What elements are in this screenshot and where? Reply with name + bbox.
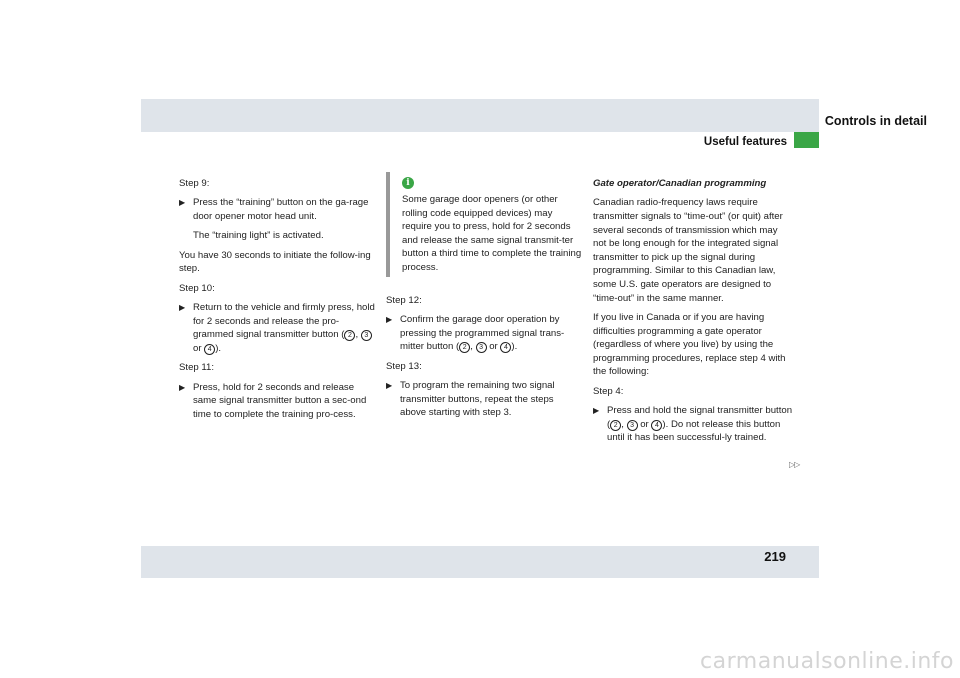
- continue-arrow-icon: ▷▷: [789, 460, 800, 469]
- column-2: [386, 172, 582, 426]
- step-11-instruction: ▶ Press, hold for 2 seconds and release same signal transmitter button a sec-ond time to complete the training pro-cess.: [179, 381, 367, 420]
- footer-band: [141, 546, 819, 578]
- step-12-label: Step 12:: [386, 294, 422, 306]
- watermark: carmanualsonline.info: [700, 649, 954, 674]
- bullet-arrow-icon: ▶: [179, 382, 186, 392]
- section-subtitle: Useful features: [703, 136, 787, 148]
- step-9-note: The “training light” is activated.: [193, 230, 324, 242]
- step-4-instruction: ▶ Press and hold the signal transmitter button ( 2 , 3 or 4 ). Do not release this button until it has been successful-ly trained.: [593, 405, 793, 444]
- step-9-label: Step 9:: [179, 178, 210, 189]
- column-3: [593, 177, 793, 451]
- step-12-instruction: ▶ Confirm the garage door operation by pressing the programmed signal trans-mitter button ( 2 , 3 or 4 ).: [386, 313, 565, 353]
- bullet-arrow-icon: ▶: [593, 406, 600, 416]
- gate-operator-heading: Gate operator/Canadian programming: [593, 178, 767, 189]
- bullet-arrow-icon: ▶: [386, 314, 393, 324]
- step-13-label: Step 13:: [386, 360, 422, 372]
- difficulties-paragraph: If you live in Canada or if you are having difficulties programming a gate operator (regardless of where you live) by using the programming procedures, replace step 4 with the following:: [593, 311, 786, 378]
- button-4-icon: 4: [651, 420, 662, 431]
- bullet-arrow-icon: ▶: [179, 198, 186, 208]
- canadian-law-paragraph: Canadian radio-frequency laws require transmitter signals to “time-out” (or quit) after several seconds of transmission which may not be long enough for the integrated signal transmitter to pick up the signal during programming. Similar to this Canadian law, some U.S. gate operators are designed to “time-out” in the same manner.: [593, 197, 783, 304]
- step-13-instruction: ▶ To program the remaining two signal transmitter buttons, repeat the steps above starting with step 3.: [386, 379, 555, 419]
- button-3-icon: 3: [627, 420, 638, 431]
- button-2-icon: 2: [459, 342, 470, 353]
- button-2-icon: 2: [344, 330, 355, 341]
- time-note: You have 30 seconds to initiate the follow-ing step.: [179, 249, 371, 275]
- info-text: Some garage door openers (or other rolling code equipped devices) may require you to press, hold for 2 seconds and release the same signal transmit-ter button a third time to complete the training process.: [402, 194, 582, 273]
- section-title: Controls in detail: [824, 114, 927, 128]
- section-marker: [794, 132, 819, 148]
- button-3-icon: 3: [361, 330, 372, 341]
- info-box: [386, 172, 582, 277]
- bullet-arrow-icon: ▶: [386, 380, 393, 390]
- step-10-label: Step 10:: [179, 282, 215, 294]
- column-1: [179, 177, 379, 427]
- step-11-label: Step 11:: [179, 362, 215, 374]
- step-9-instruction: ▶ Press the “training” button on the ga-rage door opener motor head unit.: [179, 197, 369, 222]
- button-4-icon: 4: [500, 342, 511, 353]
- button-4-icon: 4: [204, 344, 215, 355]
- info-icon: i: [402, 177, 414, 189]
- bullet-arrow-icon: ▶: [179, 303, 186, 313]
- step-10-instruction: ▶ Return to the vehicle and firmly press, hold for 2 seconds and release the pro-grammed signal transmitter button ( 2 , 3 or 4 ).: [179, 302, 375, 354]
- button-3-icon: 3: [476, 342, 487, 353]
- step-4-label: Step 4:: [593, 385, 624, 397]
- header-band: [141, 99, 819, 132]
- page-number: 219: [764, 549, 786, 564]
- button-2-icon: 2: [610, 420, 621, 431]
